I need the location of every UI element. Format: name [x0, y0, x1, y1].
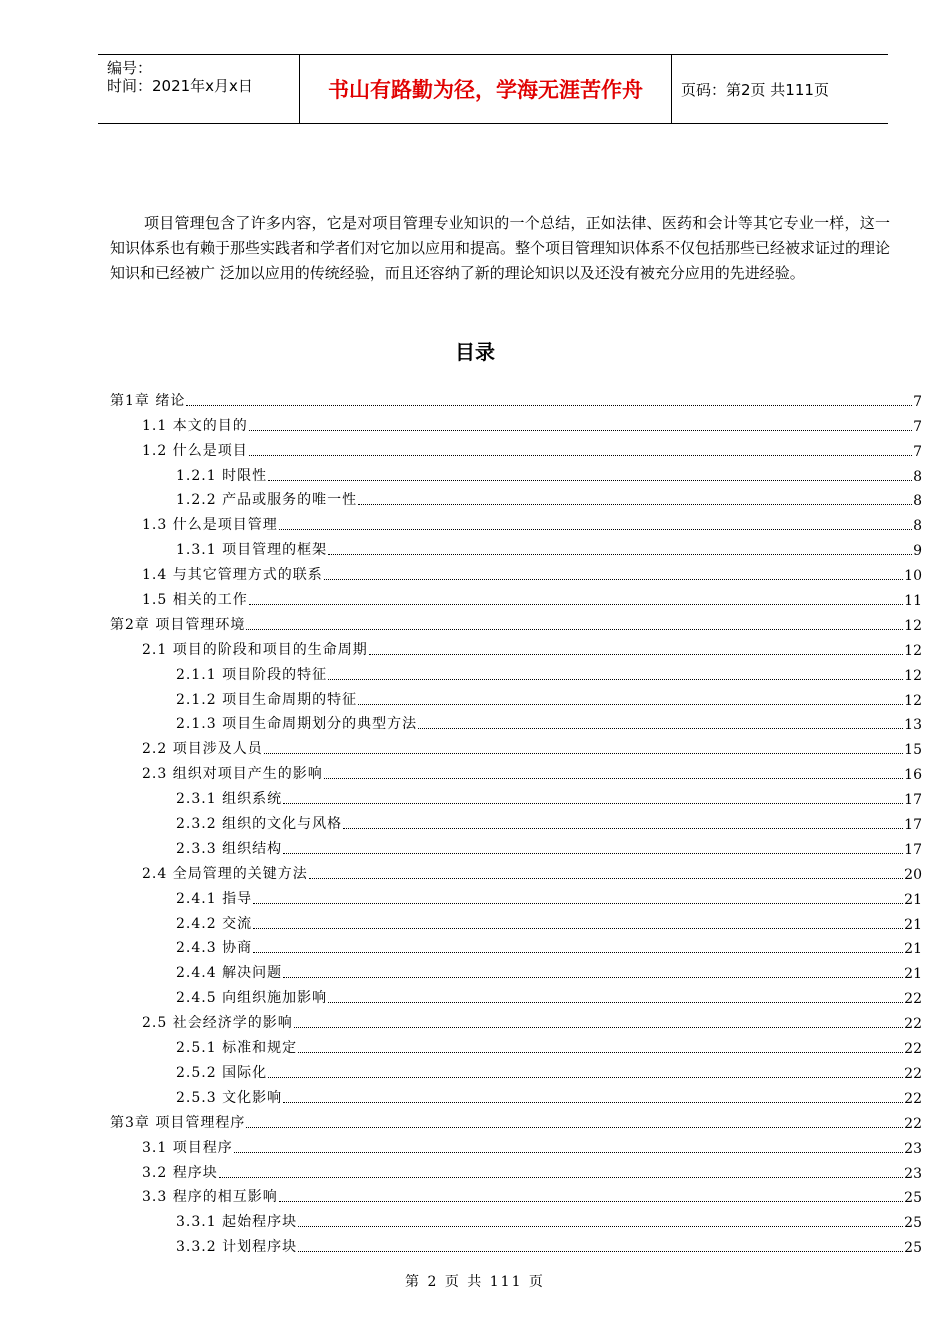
header-time-label: 时间：2021年x月x日 [107, 77, 253, 95]
toc-entry-page: 22 [904, 1041, 922, 1058]
toc-entry-page: 9 [913, 543, 922, 560]
page-header [98, 54, 888, 124]
toc-entry-label: 2.4.3 协商 [176, 940, 253, 957]
toc-entry-label: 1.2.2 产品或服务的唯一性 [176, 492, 358, 509]
toc-leader-dots [279, 529, 912, 530]
toc-entry-page: 7 [913, 393, 922, 410]
toc-entry-label: 1.1 本文的目的 [142, 417, 248, 434]
toc-entry-page: 17 [904, 792, 922, 809]
toc-entry[interactable] [110, 833, 922, 858]
toc-entry[interactable] [110, 435, 922, 460]
toc-entry-page: 25 [904, 1240, 922, 1257]
toc-entry-label: 1.3 什么是项目管理 [142, 517, 278, 534]
toc-entry-label: 2.5.2 国际化 [176, 1064, 268, 1081]
toc-entry-label: 2.4 全局管理的关键方法 [142, 865, 308, 882]
toc-leader-dots [279, 1201, 903, 1202]
toc-entry-label: 1.4 与其它管理方式的联系 [142, 567, 323, 584]
toc-leader-dots [324, 778, 903, 779]
toc-entry-page: 13 [904, 717, 922, 734]
toc-entry-label: 2.3.3 组织结构 [176, 840, 283, 857]
toc-entry-label: 2.4.5 向组织施加影响 [176, 990, 328, 1007]
toc-entry-label: 1.2.1 时限性 [176, 467, 268, 484]
toc-leader-dots [369, 654, 903, 655]
toc-entry[interactable] [110, 684, 922, 709]
toc-entry-page: 17 [904, 841, 922, 858]
toc-entry-page: 8 [913, 493, 922, 510]
toc-leader-dots [253, 952, 903, 953]
toc-entry[interactable] [110, 933, 922, 958]
toc-entry-page: 7 [913, 443, 922, 460]
toc-entry-label: 2.1.1 项目阶段的特征 [176, 666, 328, 683]
header-motto: 书山有路勤为径，学海无涯苦作舟 [300, 55, 672, 123]
toc-entry[interactable] [110, 559, 922, 584]
toc-leader-dots [298, 1052, 903, 1053]
toc-leader-dots [253, 928, 903, 929]
toc-leader-dots [328, 1002, 903, 1003]
toc-entry[interactable] [110, 1007, 922, 1032]
toc-entry-label: 3.1 项目程序 [142, 1139, 233, 1156]
toc-entry-label: 第3章 项目管理程序 [110, 1114, 246, 1131]
toc-entry[interactable] [110, 883, 922, 908]
toc-entry-label: 2.1.2 项目生命周期的特征 [176, 691, 358, 708]
toc-leader-dots [328, 679, 903, 680]
toc-entry-page: 21 [904, 891, 922, 908]
toc-entry[interactable] [110, 659, 922, 684]
toc-entry-page: 21 [904, 966, 922, 983]
toc-entry[interactable] [110, 709, 922, 734]
toc-entry-page: 8 [913, 468, 922, 485]
toc-leader-dots [219, 1177, 903, 1178]
toc-entry-page: 15 [904, 742, 922, 759]
toc-title: 目录 [455, 340, 495, 364]
header-number-label: 编号： [107, 59, 153, 77]
toc-leader-dots [246, 629, 903, 630]
toc-entry-page: 16 [904, 767, 922, 784]
toc-entry-page: 23 [904, 1165, 922, 1182]
toc-entry-label: 3.3.2 计划程序块 [176, 1239, 298, 1256]
toc-entry-page: 22 [904, 1090, 922, 1107]
toc-leader-dots [283, 977, 903, 978]
toc-entry[interactable] [110, 858, 922, 883]
toc-entry-page: 23 [904, 1140, 922, 1157]
header-meta [98, 55, 300, 123]
toc-leader-dots [283, 1102, 903, 1103]
toc-entry-page: 12 [904, 692, 922, 709]
toc-leader-dots [253, 903, 903, 904]
toc-leader-dots [246, 1127, 903, 1128]
toc-leader-dots [186, 405, 912, 406]
toc-entry-label: 2.1.3 项目生命周期划分的典型方法 [176, 716, 418, 733]
toc-leader-dots [358, 704, 903, 705]
toc-entry-label: 3.3 程序的相互影响 [142, 1189, 278, 1206]
toc-entry-label: 1.5 相关的工作 [142, 592, 248, 609]
toc-entry-label: 2.4.4 解决问题 [176, 965, 283, 982]
toc-leader-dots [294, 1027, 903, 1028]
toc-entry-page: 21 [904, 916, 922, 933]
toc-entry-page: 22 [904, 991, 922, 1008]
toc-leader-dots [234, 1152, 903, 1153]
toc-entry[interactable] [110, 982, 922, 1007]
toc-entry[interactable] [110, 1132, 922, 1157]
toc-entry[interactable] [110, 410, 922, 435]
toc-entry[interactable] [110, 733, 922, 758]
toc-leader-dots [264, 753, 903, 754]
toc-entry-page: 12 [904, 642, 922, 659]
toc-entry-page: 25 [904, 1215, 922, 1232]
toc-entry[interactable] [110, 1157, 922, 1182]
toc-entry-label: 第2章 项目管理环境 [110, 616, 246, 633]
intro-paragraph: 项目管理包含了许多内容，它是对项目管理专业知识的一个总结，正如法律、医药和会计等其它专业一样，这一知识体系也有赖于那些实践者和学者们对它加以应用和提高。整个项目管理知识体系不仅包括那些已经被求证过的理论知识和已经被广 泛加以应用的传统经验，而且还容纳了新的理论知识以及还没有被充分应用的先进经验。 [110, 214, 891, 282]
toc-entry-page: 10 [904, 568, 922, 585]
toc-entry-page: 17 [904, 817, 922, 834]
toc-entry-page: 20 [904, 866, 922, 883]
toc-entry[interactable] [110, 758, 922, 783]
toc-entry[interactable] [110, 1182, 922, 1207]
toc-entry[interactable] [110, 908, 922, 933]
toc-entry-page: 22 [904, 1016, 922, 1033]
toc-entry-label: 2.4.2 交流 [176, 915, 253, 932]
toc-entry-label: 2.1 项目的阶段和项目的生命周期 [142, 641, 368, 658]
toc-leader-dots [418, 728, 903, 729]
toc-entry[interactable] [110, 609, 922, 634]
toc-entry-page: 21 [904, 941, 922, 958]
toc-entry-label: 1.3.1 项目管理的框架 [176, 542, 328, 559]
toc-leader-dots [328, 554, 912, 555]
toc-entry-page: 11 [904, 593, 922, 610]
toc-entry[interactable] [110, 584, 922, 609]
toc-entry-label: 2.2 项目涉及人员 [142, 741, 263, 758]
toc-entry-page: 12 [904, 617, 922, 634]
toc-entry-label: 2.3 组织对项目产生的影响 [142, 766, 323, 783]
toc-entry[interactable] [110, 1057, 922, 1082]
toc-entry-page: 25 [904, 1190, 922, 1207]
toc-entry[interactable] [110, 957, 922, 982]
toc-entry-label: 2.4.1 指导 [176, 890, 253, 907]
toc-entry[interactable] [110, 783, 922, 808]
toc-leader-dots [298, 1251, 903, 1252]
toc-entry-label: 3.2 程序块 [142, 1164, 218, 1181]
toc-entry[interactable] [110, 460, 922, 485]
toc-leader-dots [249, 430, 912, 431]
toc-entry[interactable] [110, 385, 922, 410]
toc-entry[interactable] [110, 509, 922, 534]
toc-entry-page: 22 [904, 1065, 922, 1082]
toc-leader-dots [343, 828, 903, 829]
toc-entry-page: 22 [904, 1115, 922, 1132]
toc-leader-dots [268, 1077, 903, 1078]
toc-leader-dots [283, 853, 903, 854]
toc-entry[interactable] [110, 485, 922, 510]
toc-entry[interactable] [110, 808, 922, 833]
toc-entry[interactable] [110, 1206, 922, 1231]
toc-entry-label: 2.5 社会经济学的影响 [142, 1015, 293, 1032]
toc-entry-label: 3.3.1 起始程序块 [176, 1214, 298, 1231]
toc-entry[interactable] [110, 1082, 922, 1107]
toc-entry-page: 12 [904, 667, 922, 684]
toc-entry[interactable] [110, 634, 922, 659]
header-page-info: 页码：第2页 共111页 [681, 80, 829, 99]
toc-leader-dots [298, 1226, 903, 1227]
toc-entry-page: 8 [913, 518, 922, 535]
toc-leader-dots [324, 579, 903, 580]
toc-entry[interactable] [110, 1032, 922, 1057]
table-of-contents [110, 385, 922, 1256]
toc-leader-dots [283, 803, 903, 804]
toc-leader-dots [309, 878, 903, 879]
toc-leader-dots [249, 604, 903, 605]
toc-entry-label: 2.5.1 标准和规定 [176, 1040, 298, 1057]
toc-leader-dots [358, 504, 912, 505]
toc-entry-page: 7 [913, 418, 922, 435]
toc-leader-dots [249, 455, 912, 456]
toc-entry-label: 2.3.2 组织的文化与风格 [176, 816, 343, 833]
page-footer: 第 2 页 共 111 页 [405, 1274, 545, 1290]
toc-entry-label: 第1章 绪论 [110, 392, 186, 409]
toc-entry[interactable] [110, 1107, 922, 1132]
toc-entry[interactable] [110, 1231, 922, 1256]
toc-entry-label: 2.3.1 组织系统 [176, 791, 283, 808]
toc-entry[interactable] [110, 534, 922, 559]
toc-entry-label: 2.5.3 文化影响 [176, 1089, 283, 1106]
toc-entry-label: 1.2 什么是项目 [142, 442, 248, 459]
toc-leader-dots [268, 480, 912, 481]
